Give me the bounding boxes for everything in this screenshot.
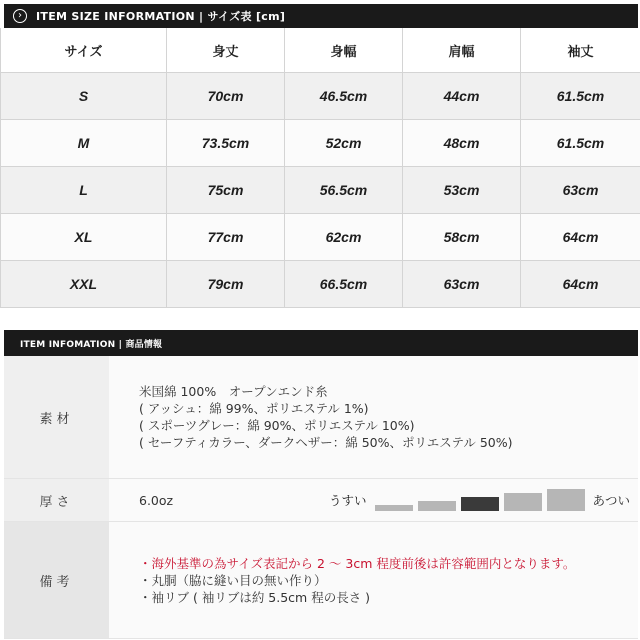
size-section-header bbox=[4, 4, 638, 28]
table-cell: 61.5cm bbox=[521, 120, 640, 167]
column-header-sleeve-length: 袖丈 bbox=[521, 28, 640, 73]
thickness-label: 厚さ bbox=[4, 479, 109, 521]
size-cell: S bbox=[1, 73, 167, 120]
table-cell: 53cm bbox=[403, 167, 521, 214]
size-table-header-row bbox=[1, 28, 640, 73]
table-row bbox=[1, 73, 640, 120]
info-section-header bbox=[4, 330, 638, 356]
material-line: 米国綿 100% オープンエンド糸 bbox=[139, 384, 328, 399]
thickness-bar-5 bbox=[547, 489, 585, 511]
material-line: ( セーフティカラー、ダークヘザー：綿 50%、ポリエステル 50%) bbox=[139, 435, 513, 450]
table-cell: 62cm bbox=[285, 214, 403, 261]
table-cell: 58cm bbox=[403, 214, 521, 261]
column-header-body-width: 身幅 bbox=[285, 28, 403, 73]
table-row bbox=[1, 167, 640, 214]
notes-row bbox=[4, 522, 638, 639]
table-cell: 63cm bbox=[403, 261, 521, 308]
table-row bbox=[1, 261, 640, 308]
thickness-row bbox=[4, 479, 638, 522]
table-cell: 46.5cm bbox=[285, 73, 403, 120]
table-row bbox=[1, 120, 640, 167]
notes-value bbox=[109, 522, 638, 638]
thickness-bar-4 bbox=[504, 493, 542, 511]
table-cell: 75cm bbox=[167, 167, 285, 214]
table-cell: 64cm bbox=[521, 261, 640, 308]
material-value bbox=[109, 356, 638, 478]
column-header-size: サイズ bbox=[1, 28, 167, 73]
material-label: 素材 bbox=[4, 356, 109, 478]
thickness-bar-2 bbox=[418, 501, 456, 511]
thickness-scale bbox=[375, 489, 585, 511]
notes-label: 備考 bbox=[4, 522, 109, 638]
thickness-bar-3 bbox=[461, 497, 499, 511]
table-cell: 61.5cm bbox=[521, 73, 640, 120]
table-cell: 66.5cm bbox=[285, 261, 403, 308]
table-cell: 48cm bbox=[403, 120, 521, 167]
size-cell: M bbox=[1, 120, 167, 167]
size-cell: XL bbox=[1, 214, 167, 261]
column-header-body-length: 身丈 bbox=[167, 28, 285, 73]
chevron-right-icon: › bbox=[13, 9, 27, 23]
table-cell: 73.5cm bbox=[167, 120, 285, 167]
table-cell: 56.5cm bbox=[285, 167, 403, 214]
table-cell: 79cm bbox=[167, 261, 285, 308]
material-line: ( アッシュ：綿 99%、ポリエステル 1%) bbox=[139, 401, 369, 416]
thickness-value bbox=[109, 479, 638, 521]
thin-label: うすい bbox=[329, 492, 367, 508]
table-cell: 63cm bbox=[521, 167, 640, 214]
size-cell: XXL bbox=[1, 261, 167, 308]
size-table bbox=[0, 28, 640, 308]
material-row bbox=[4, 356, 638, 479]
table-cell: 44cm bbox=[403, 73, 521, 120]
size-section-title: ITEM SIZE INFORMATION | サイズ表 [cm] bbox=[36, 10, 286, 23]
material-line: ( スポーツグレー：綿 90%、ポリエステル 10%) bbox=[139, 418, 415, 433]
note-item: ・丸胴（脇に縫い目の無い作り） bbox=[139, 572, 327, 588]
column-header-shoulder-width: 肩幅 bbox=[403, 28, 521, 73]
table-cell: 64cm bbox=[521, 214, 640, 261]
table-cell: 70cm bbox=[167, 73, 285, 120]
thickness-bar-1 bbox=[375, 505, 413, 511]
table-cell: 77cm bbox=[167, 214, 285, 261]
table-cell: 52cm bbox=[285, 120, 403, 167]
note-item-warning: ・海外基準の為サイズ表記から 2 ～ 3cm 程度前後は許容範囲内となります。 bbox=[139, 555, 576, 571]
fabric-weight: 6.0oz bbox=[139, 492, 174, 508]
size-cell: L bbox=[1, 167, 167, 214]
table-row bbox=[1, 214, 640, 261]
info-table bbox=[4, 356, 638, 639]
thick-label: あつい bbox=[592, 492, 631, 508]
info-section-title: ITEM INFOMATION | 商品情報 bbox=[20, 339, 163, 350]
note-item: ・袖リブ ( 袖リブは約 5.5cm 程の長さ ) bbox=[139, 589, 371, 605]
